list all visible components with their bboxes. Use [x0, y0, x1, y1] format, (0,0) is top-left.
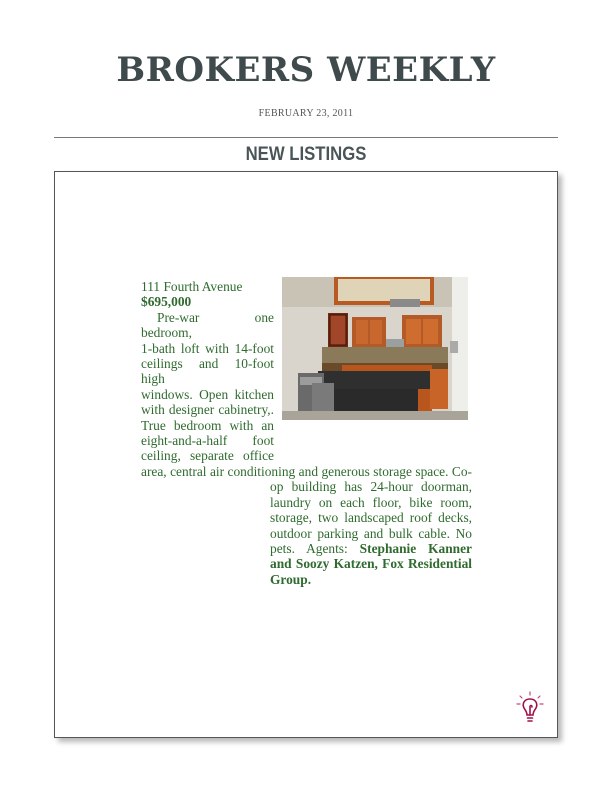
description-line: ceiling, separate office	[141, 448, 274, 464]
agent-names: Group.	[270, 571, 312, 587]
listing-article	[141, 279, 472, 587]
description-line: op building has 24-hour doorman,	[270, 479, 472, 495]
description-line: Pre-war one bedroom,	[141, 309, 274, 341]
agents-prefix: pets. Agents:	[270, 540, 360, 556]
description-line: with designer cabinetry,.	[141, 402, 274, 418]
description-line: ceilings and 10-foot high	[141, 356, 274, 387]
description-line: 1-bath loft with 14-foot	[141, 340, 274, 356]
description-line: True bedroom with an	[141, 417, 274, 433]
section-title: NEW LISTINGS	[245, 144, 367, 165]
agent-names: and Soozy Katzen, Fox Residential	[270, 556, 472, 572]
listing-price: $695,000	[141, 294, 192, 310]
publication-date: FEBRUARY 23, 2011	[258, 108, 354, 119]
header-divider	[54, 137, 558, 138]
agents-line	[270, 541, 472, 556]
listing-address: 111 Fourth Avenue	[141, 279, 243, 294]
description-line: windows. Open kitchen	[141, 386, 274, 402]
description-line: outdoor parking and bulk cable. No	[270, 525, 472, 541]
description-line: area, central air conditioning and generous storage space. Co-	[141, 463, 472, 479]
masthead: BROKERS WEEKLY	[116, 50, 496, 90]
description-line: storage, two landscaped roof decks,	[270, 510, 472, 526]
lightbulb-logo-icon	[514, 690, 546, 724]
agent-names: Stephanie Kanner	[359, 540, 473, 556]
description-line: eight-and-a-half foot	[141, 433, 274, 449]
description-line: laundry on each floor, bike room,	[270, 494, 472, 510]
